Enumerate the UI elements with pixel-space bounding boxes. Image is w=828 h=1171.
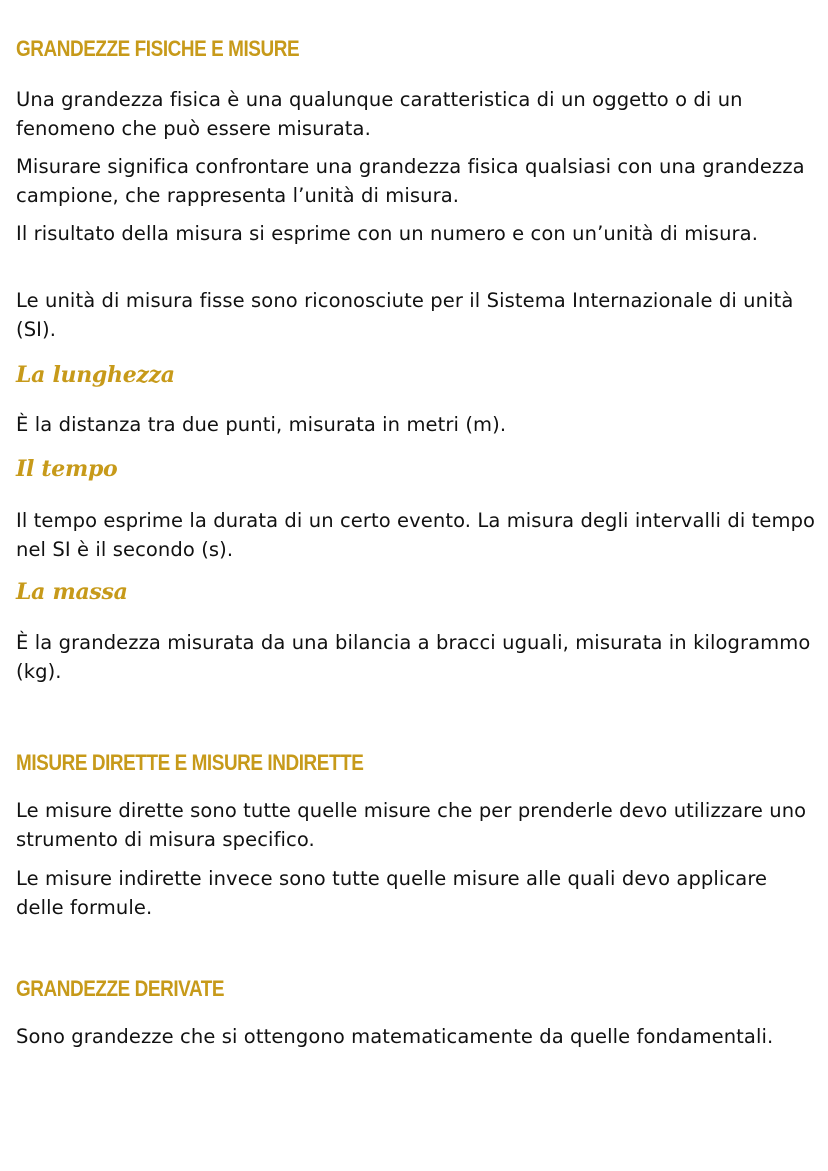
paragraph-massa: È la grandezza misurata da una bilancia a bracci uguali, misurata in kilogrammo (kg). xyxy=(16,631,811,683)
paragraph-sistema-internazionale: Le unità di misura fisse sono riconosciute per il Sistema Internazionale di unità (SI). xyxy=(16,289,794,341)
paragraph-misure-dirette: Le misure dirette sono tutte quelle misure che per prenderle devo utilizzare uno strumento di misura specifico. xyxy=(16,799,807,851)
paragraph-tempo: Il tempo esprime la durata di un certo evento. La misura degli intervalli di tempo nel SI è il secondo (s). xyxy=(16,509,816,561)
subheading-massa: La massa xyxy=(16,579,128,605)
paragraph-lunghezza: È la distanza tra due punti, misurata in metri (m). xyxy=(16,413,507,436)
paragraph-risultato-misura: Il risultato della misura si esprime con un numero e con un’unità di misura. xyxy=(16,222,758,245)
paragraph-definizione-grandezza: Una grandezza fisica è una qualunque caratteristica di un oggetto o di un fenomeno che può essere misurata. xyxy=(16,88,743,140)
subheading-lunghezza: La lunghezza xyxy=(16,362,175,388)
section-heading-grandezze-derivate: GRANDEZZE DERIVATE xyxy=(16,976,225,1001)
paragraph-misurare: Misurare significa confrontare una grandezza fisica qualsiasi con una grandezza campione, che rappresenta l’unità di misura. xyxy=(16,155,805,207)
subheading-tempo: Il tempo xyxy=(16,456,118,482)
section-heading-grandezze-fisiche: GRANDEZZE FISICHE E MISURE xyxy=(16,36,300,61)
paragraph-misure-indirette: Le misure indirette invece sono tutte quelle misure alle quali devo applicare delle formule. xyxy=(16,867,768,919)
section-heading-misure-dirette-indirette: MISURE DIRETTE E MISURE INDIRETTE xyxy=(16,750,364,775)
paragraph-grandezze-derivate: Sono grandezze che si ottengono matematicamente da quelle fondamentali. xyxy=(16,1025,774,1048)
